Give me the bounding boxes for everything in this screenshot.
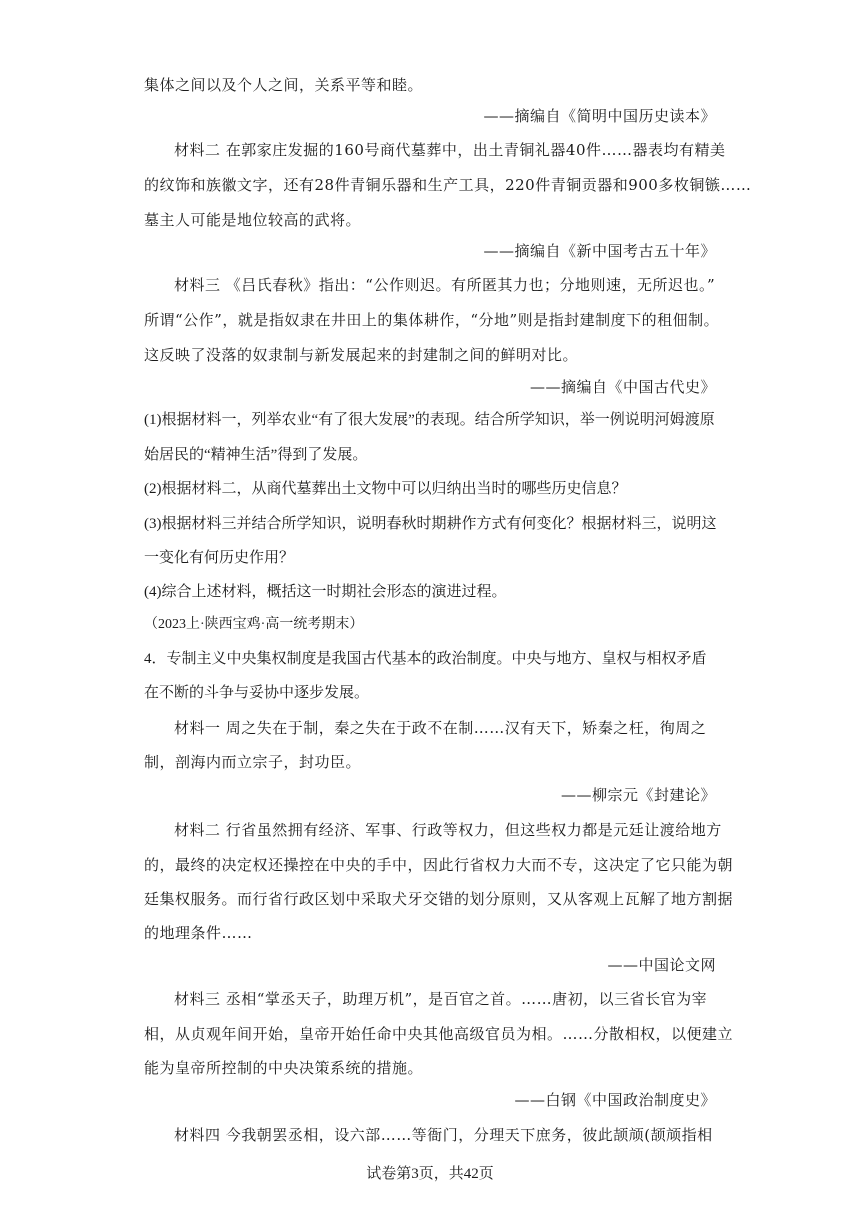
question-source: （2023上·陕西宝鸡·高一统考期末） [144,617,364,632]
text-line: 所谓“公作”，就是指奴隶在井田上的集体耕作，“分地”则是指封建制度下的租佃制。 [144,311,720,329]
source-citation: ——白钢《中国政治制度史》 [514,1091,716,1109]
text-line: 这反映了没落的奴隶制与新发展起来的封建制之间的鲜明对比。 [144,346,579,364]
question-line: 一变化有何历史作用？ [144,550,295,566]
text-line: 材料二 在郭家庄发掘的160号商代墓葬中，出土青铜礼器40件……器表均有精美 [174,141,726,159]
question-line: (4)综合上述材料，概括这一时期社会形态的演进过程。 [144,584,507,600]
question-line: (1)根据材料一，列举农业“有了很大发展”的表现。结合所学知识，举一例说明河姆渡原 [144,412,715,428]
question-line: (2)根据材料二，从商代墓葬出土文物中可以归纳出当时的哪些历史信息？ [144,481,627,497]
question-stem: 在不断的斗争与妥协中逐步发展。 [144,685,370,701]
page-footer: 试卷第3页，共42页 [366,1166,494,1182]
source-citation: ——柳宗元《封建论》 [560,786,716,804]
text-line: 材料三 丞相“掌丞天子，助理万机”，是百官之首。……唐初，以三省长官为宰 [174,990,708,1008]
source-citation: ——摘编自《新中国考古五十年》 [483,242,716,260]
text-line: 能为皇帝所控制的中央决策系统的措施。 [144,1059,424,1077]
text-line: 制，剖海内而立宗子，封功臣。 [144,753,362,771]
question-line: (3)根据材料三并结合所学知识，说明春秋时期耕作方式有何变化？根据材料三，说明这 [144,516,717,532]
source-citation: ——中国论文网 [607,956,716,974]
text-line: 相，从贞观年间开始，皇帝开始任命中央其他高级官员为相。……分散相权，以便建立 [144,1025,734,1043]
text-line: 材料三 《吕氏春秋》指出：“公作则迟。有所匿其力也；分地则速，无所迟也。” [174,276,716,294]
text-line: 材料二 行省虽然拥有经济、军事、行政等权力，但这些权力都是元廷让渡给地方 [174,821,722,839]
text-line: 墓主人可能是地位较高的武将。 [144,211,362,229]
question-stem: 4．专制主义中央集权制度是我国古代基本的政治制度。中央与地方、皇权与相权矛盾 [144,651,707,667]
question-line: 始居民的“精神生活”得到了发展。 [144,447,368,463]
text-line: 的，最终的决定权还操控在中央的手中，因此行省权力大而不专，这决定了它只能为朝 [144,856,734,874]
source-citation: ——摘编自《简明中国历史读本》 [483,107,716,125]
text-line: 的地理条件…… [144,924,253,942]
text-line: 的纹饰和族徽文字，还有28件青铜乐器和生产工具，220件青铜贡器和900多枚铜镞…… [144,176,752,194]
text-line: 材料四 今我朝罢丞相，设六部……等衙门，分理天下庶务，彼此颉颃(颉颃指相 [174,1126,713,1144]
text-line: 材料一 周之失在于制，秦之失在于政不在制……汉有天下，矫秦之枉，徇周之 [174,719,707,737]
text-line: 集体之间以及个人之间，关系平等和睦。 [144,76,424,94]
source-citation: ——摘编自《中国古代史》 [529,378,716,396]
text-line: 廷集权服务。而行省行政区划中采取犬牙交错的划分原则，又从客观上瓦解了地方割据 [144,890,734,908]
